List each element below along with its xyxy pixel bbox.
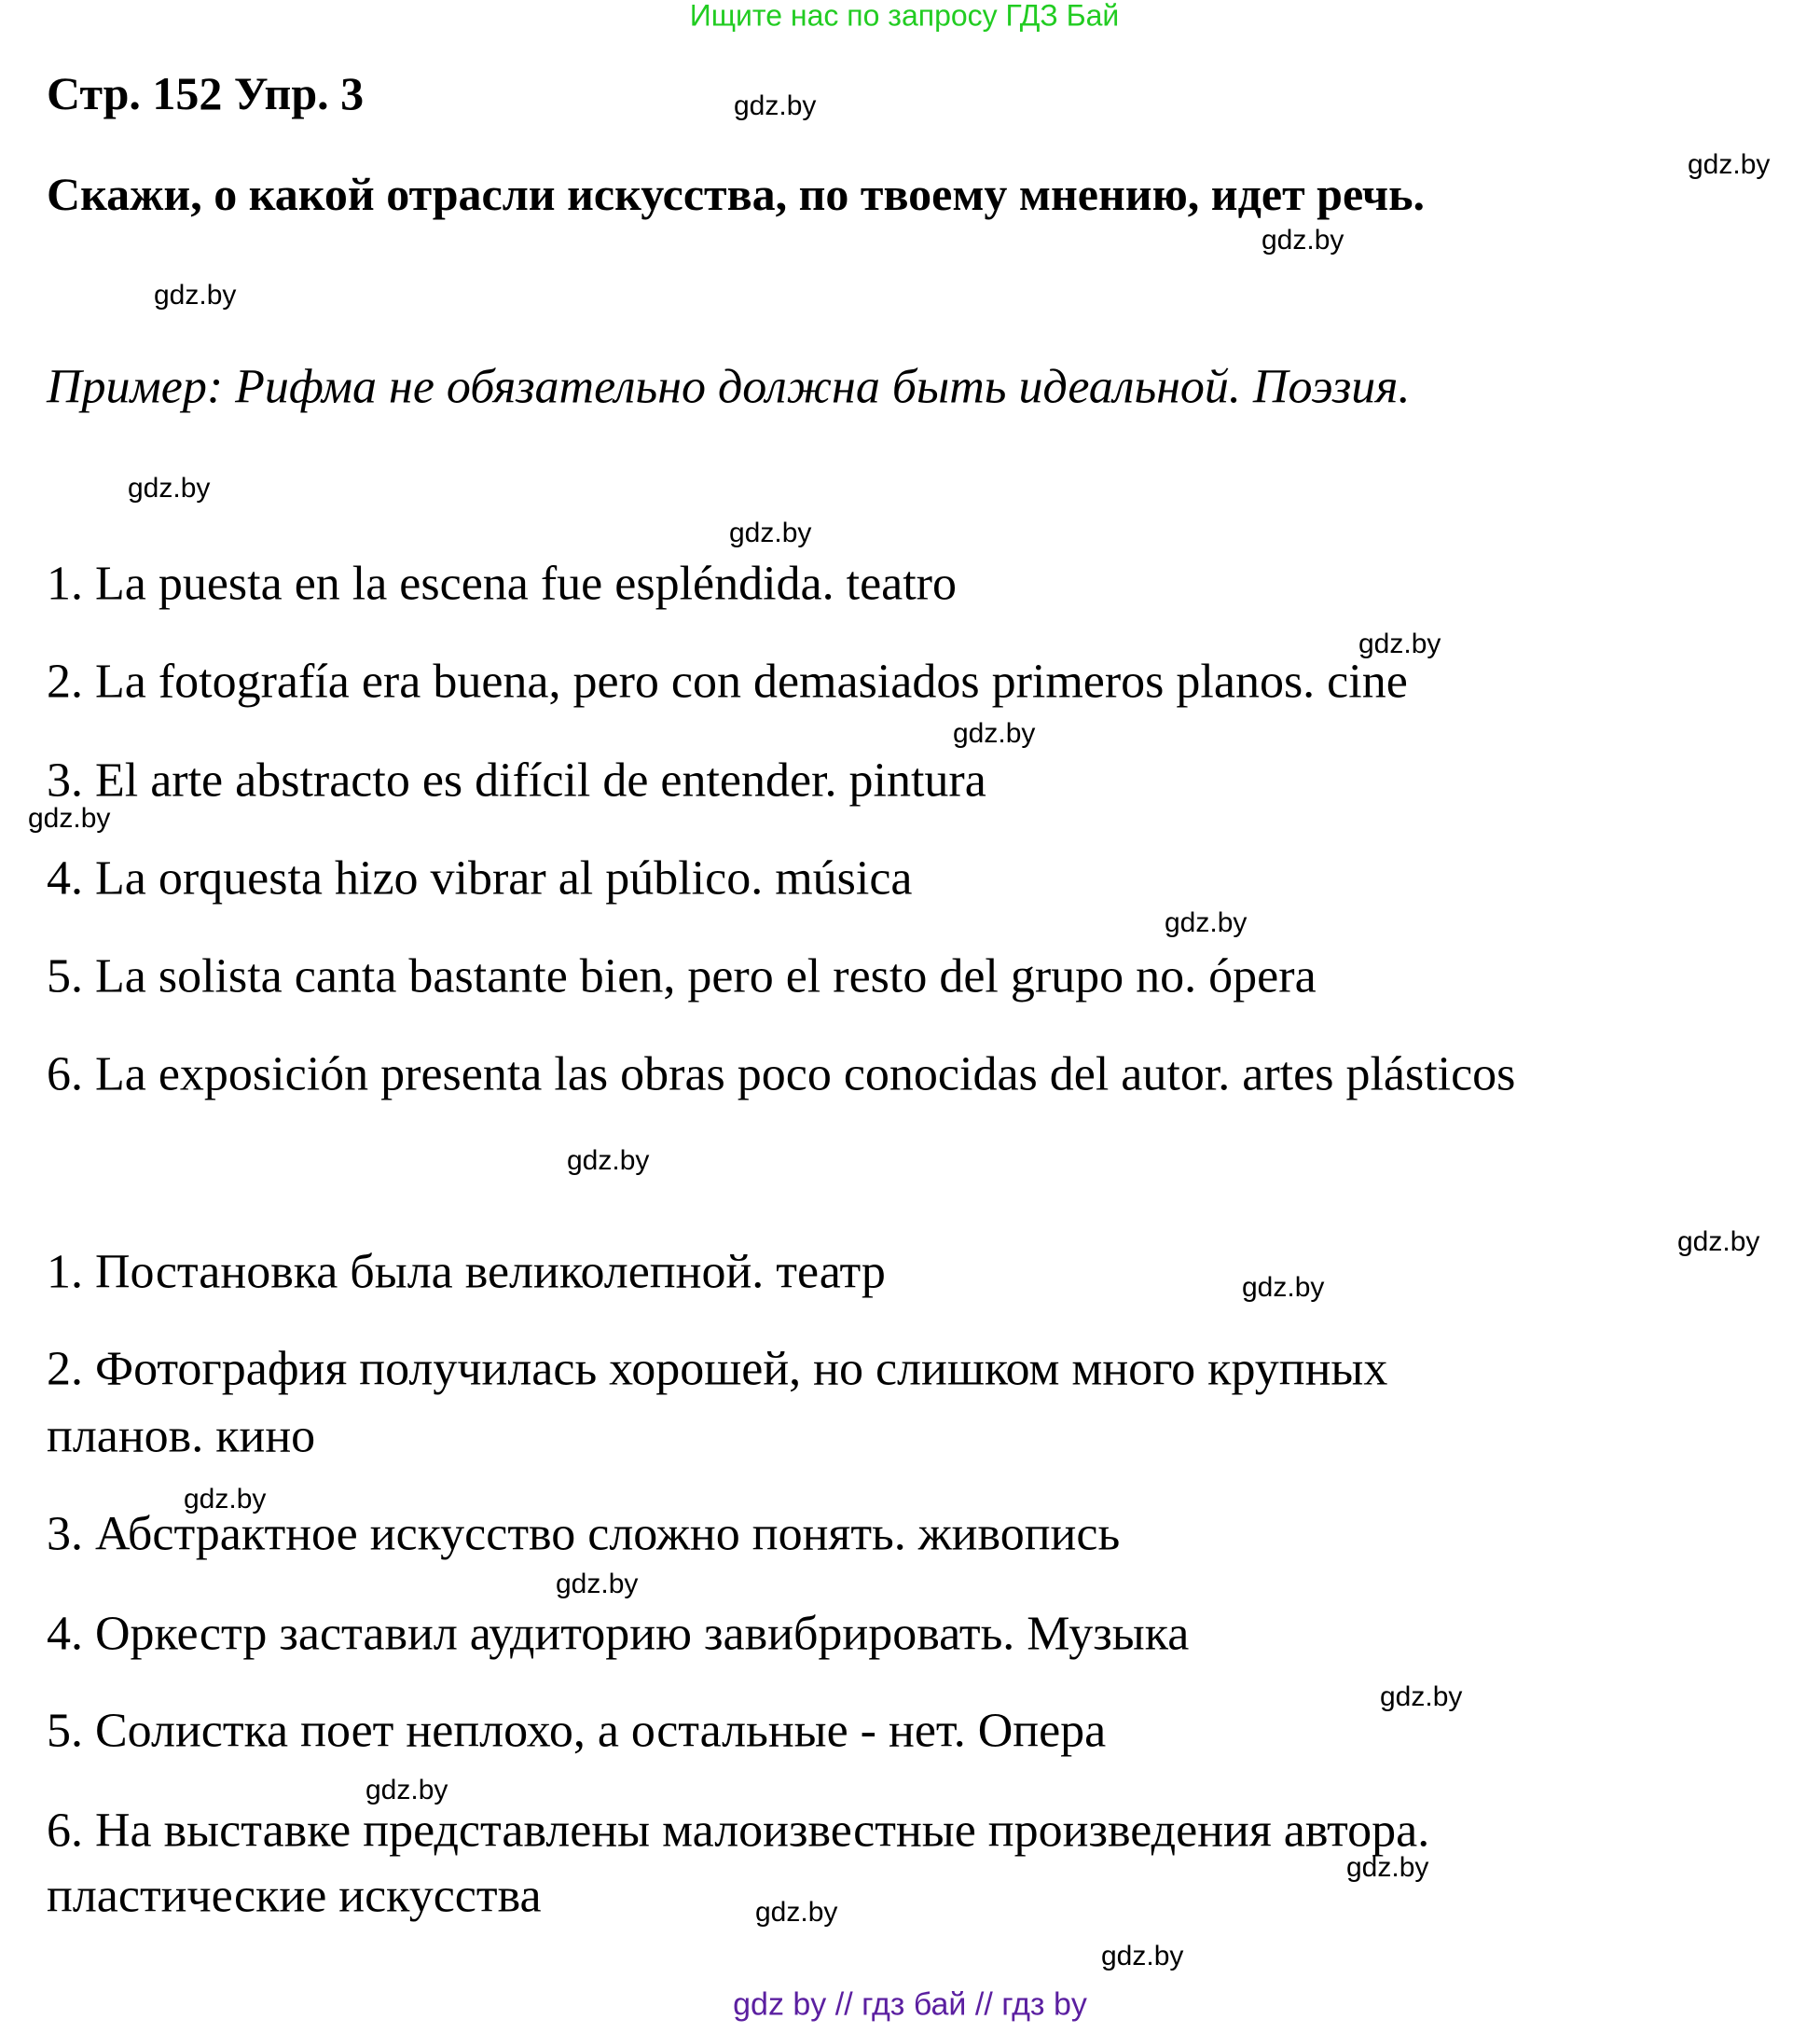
watermark: gdz.by bbox=[184, 1484, 267, 1514]
russian-item: 6. На выставке представлены малоизвестные произведения автора. bbox=[47, 1804, 1430, 1858]
watermark: gdz.by bbox=[1101, 1941, 1184, 1971]
watermark: gdz.by bbox=[154, 280, 237, 311]
watermark: gdz.by bbox=[1688, 149, 1771, 180]
watermark: gdz.by bbox=[556, 1569, 639, 1599]
watermark: gdz.by bbox=[365, 1775, 448, 1805]
footer-links: gdz by // гдз бай // гдз by bbox=[733, 1986, 1087, 2023]
page-title: Стр. 152 Упр. 3 bbox=[47, 67, 365, 119]
watermark: gdz.by bbox=[953, 718, 1036, 749]
watermark: gdz.by bbox=[1358, 629, 1441, 659]
search-banner: Ищите нас по запросу ГДЗ Бай bbox=[689, 0, 1120, 33]
task-heading: Скажи, о какой отрасли искусства, по твоему мнению, идет речь. bbox=[47, 168, 1426, 220]
russian-item: 1. Постановка была великолепной. театр bbox=[47, 1245, 886, 1299]
russian-item: 4. Оркестр заставил аудиторию завибрировать. Музыка bbox=[47, 1607, 1190, 1661]
watermark: gdz.by bbox=[1242, 1272, 1325, 1303]
spanish-item: 3. El arte abstracto es difícil de entender. pintura bbox=[47, 754, 986, 808]
watermark: gdz.by bbox=[567, 1145, 650, 1176]
spanish-item: 1. La puesta en la escena fue espléndida. teatro bbox=[47, 557, 957, 611]
spanish-item: 5. La solista canta bastante bien, pero el resto del grupo no. ópera bbox=[47, 949, 1317, 1003]
russian-item: 5. Солистка поет неплохо, а остальные - нет. Опера bbox=[47, 1704, 1107, 1758]
russian-item: пластические искусства bbox=[47, 1869, 542, 1923]
watermark: gdz.by bbox=[1346, 1852, 1429, 1883]
watermark: gdz.by bbox=[1165, 907, 1248, 938]
russian-item: планов. кино bbox=[47, 1409, 316, 1463]
watermark: gdz.by bbox=[729, 518, 812, 548]
russian-item: 2. Фотография получилась хорошей, но слишком много крупных bbox=[47, 1342, 1388, 1396]
example-text: Пример: Рифма не обязательно должна быть идеальной. Поэзия. bbox=[47, 360, 1411, 414]
spanish-item: 4. La orquesta hizo vibrar al público. música bbox=[47, 851, 913, 906]
watermark: gdz.by bbox=[1380, 1681, 1463, 1712]
watermark: gdz.by bbox=[1677, 1226, 1760, 1257]
watermark: gdz.by bbox=[128, 473, 211, 504]
watermark: gdz.by bbox=[28, 803, 111, 834]
watermark: gdz.by bbox=[1262, 225, 1344, 256]
spanish-item: 6. La exposición presenta las obras poco conocidas del autor. artes plásticos bbox=[47, 1047, 1516, 1101]
watermark: gdz.by bbox=[755, 1897, 838, 1928]
watermark: gdz.by bbox=[734, 90, 817, 121]
russian-item: 3. Абстрактное искусство сложно понять. живопись bbox=[47, 1507, 1121, 1561]
spanish-item: 2. La fotografía era buena, pero con demasiados primeros planos. cine bbox=[47, 655, 1408, 709]
